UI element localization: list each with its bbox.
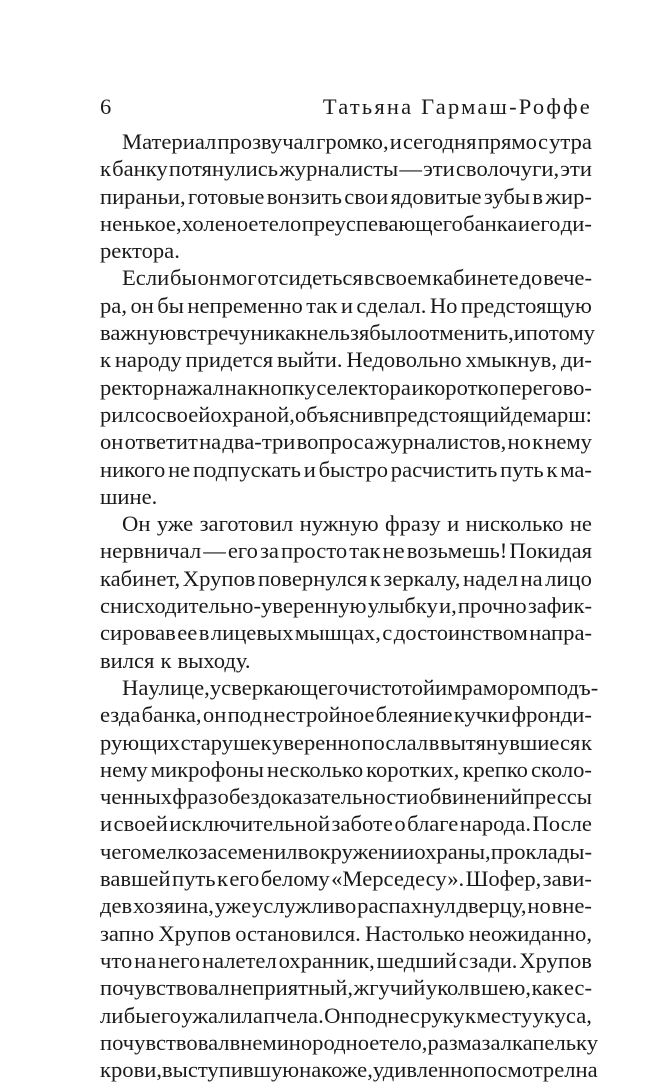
text-line: что на него налетел охранник, шедший сзади. Хрупов — [100, 947, 592, 973]
text-line: ченных фраз о бездоказательности обвинений прессы — [100, 784, 592, 810]
text-line: кабинет, Хрупов повернулся к зеркалу, надел на лицо — [100, 565, 592, 591]
text-line: к банку потянулись журналисты — эти сволочуги, эти — [100, 156, 592, 182]
text-line: ненькое, холеное тело преуспевающего банка и его ди- — [100, 210, 592, 236]
paragraph — [100, 510, 592, 674]
page-number: 6 — [100, 94, 112, 119]
body-text — [100, 128, 599, 1083]
text-line: чего мелко засеменил в окружении охраны, проклады- — [100, 838, 592, 864]
paragraph — [100, 264, 595, 510]
text-line: На улице, у сверкающего чистотой и мрамором подъ- — [122, 674, 599, 700]
text-line: езда банка, он под нестройное блеяние кучки фронди- — [100, 702, 592, 728]
text-line: вавшей путь к его белому «Мерседесу». Шофер, зави- — [100, 866, 592, 892]
text-line: почувствовал в нем инородное тело, размазал капельку — [100, 1029, 598, 1055]
running-head-author: Татьяна Гармаш-Роффе — [322, 94, 592, 119]
text-line: рующих старушек уверенно послал в вытянувшиеся к — [100, 729, 592, 755]
text-line: нему микрофоны несколько коротких, крепко сколо- — [100, 756, 592, 782]
text-line: никого не подпускать и быстро расчистить путь к ма- — [100, 456, 592, 482]
text-line: крови, выступившую на коже, удивленно посмотрел на — [100, 1057, 598, 1083]
text-line: почувствовал неприятный, жгучий укол в шею, как ес- — [100, 975, 592, 1001]
text-line: важную встречу никак нельзя было отменить, и потому — [100, 320, 595, 346]
text-line: запно Хрупов остановился. Настолько неожиданно, — [100, 920, 592, 946]
text-line: шине. — [100, 483, 158, 509]
text-line: и своей исключительной заботе о благе народа. После — [100, 811, 592, 837]
text-line: ли бы его ужалила пчела. Он поднес руку к месту укуса, — [100, 1002, 592, 1028]
text-line: Он уже заготовил нужную фразу и нисколько не — [122, 511, 592, 537]
text-line: нервничал — его за просто так не возьмешь! Покидая — [100, 538, 592, 564]
text-line: Материал прозвучал громко, и сегодня прямо с утра — [122, 129, 592, 154]
text-line: снисходительно-уверенную улыбку и, прочно зафик- — [100, 593, 592, 619]
paragraph — [100, 674, 599, 1083]
text-line: сировав ее в лицевых мышцах, с достоинством напра- — [100, 620, 592, 646]
text-line: вился к выходу. — [100, 647, 251, 673]
text-line: рил со своей охраной, объяснив предстоящий демарш: — [100, 401, 592, 427]
text-line: Если бы он мог отсидеться в своем кабинете до вече- — [122, 265, 592, 291]
text-line: дев хозяина, уже услужливо распахнул дверцу, но вне- — [100, 893, 592, 919]
text-line: ра, он бы непременно так и сделал. Но предстоящую — [100, 292, 592, 318]
text-line: к народу придется выйти. Недовольно хмыкнув, ди- — [100, 347, 592, 373]
text-line: пираньи, готовые вонзить свои ядовитые зубы в жир- — [100, 183, 592, 209]
running-head — [100, 92, 592, 122]
paragraph — [100, 128, 592, 264]
text-line: ректор нажал на кнопку селектора и коротко перегово- — [100, 374, 592, 400]
text-line: ректора. — [100, 238, 180, 264]
text-line: он ответит на два-три вопроса журналистов, но к нему — [100, 429, 592, 455]
